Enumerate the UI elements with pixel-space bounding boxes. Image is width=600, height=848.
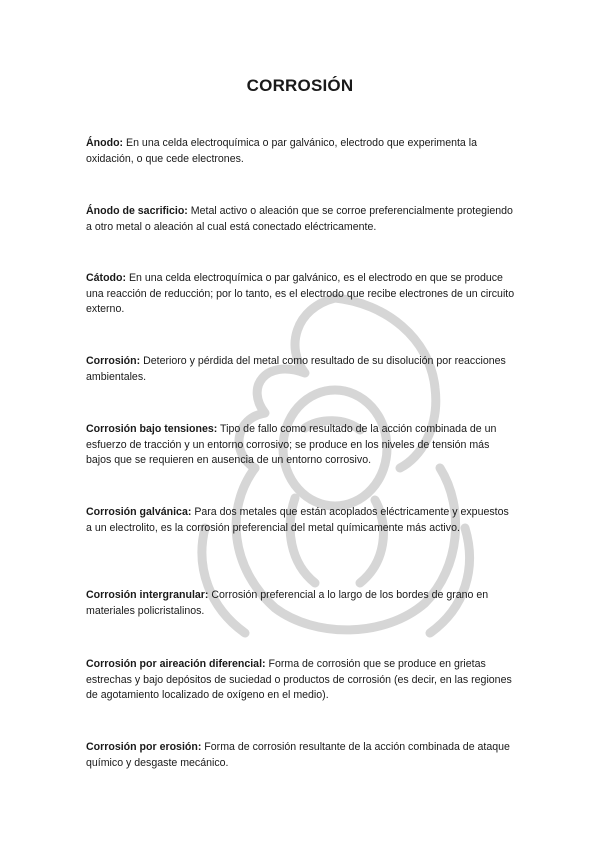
glossary-entry xyxy=(86,136,516,167)
glossary-definition: Corrosión preferencial a lo largo de los bordes de grano en materiales policristalinos. xyxy=(86,589,489,617)
glossary-term: Ánodo: xyxy=(86,137,124,149)
glossary-definition: En una celda electroquímica o par galvánico, electrodo que experimenta la oxidación, o que cede electrones. xyxy=(86,137,478,165)
glossary-definition: Metal activo o aleación que se corroe preferencialmente protegiendo a otro metal o aleación al cual está conectado eléctricamente. xyxy=(86,205,513,233)
glossary-term: Cátodo: xyxy=(86,272,127,284)
glossary-definition: Tipo de fallo como resultado de la acción combinada de un esfuerzo de tracción y un entorno corrosivo; se produce en los niveles de tensión más bajos que se requieren en ausencia de un entorno corrosivo. xyxy=(86,423,497,467)
glossary-term: Corrosión por erosión: xyxy=(86,741,202,753)
glossary-definition: En una celda electroquímica o par galvánico, es el electrodo en que se produce una reacción de reducción; por lo tanto, es el electrodo que recibe electrones de un circuito externo. xyxy=(86,272,515,316)
glossary-entry xyxy=(86,505,516,536)
glossary-entry xyxy=(86,271,516,318)
glossary-definition: Deterioro y pérdida del metal como resultado de su disolución por reacciones ambientales. xyxy=(86,355,506,383)
glossary-term: Ánodo de sacrificio: xyxy=(86,205,188,217)
glossary-definition: Forma de corrosión que se produce en grietas estrechas y bajo depósitos de suciedad o productos de corrosión (es decir, en las regiones de agotamiento localizado de oxígeno en el medio). xyxy=(86,658,512,702)
glossary-entry xyxy=(86,740,516,771)
glossary-term: Corrosión por aireación diferencial: xyxy=(86,658,266,670)
glossary-term: Corrosión galvánica: xyxy=(86,506,192,518)
glossary-entry xyxy=(86,354,516,385)
glossary-definition: Para dos metales que están acoplados eléctricamente y expuestos a un electrolito, es la corrosión preferencial del metal químicamente más activo. xyxy=(86,506,509,534)
page-title: CORROSIÓN xyxy=(246,76,354,95)
glossary-entry xyxy=(86,657,516,704)
glossary-entry xyxy=(86,204,516,235)
glossary-term: Corrosión intergranular: xyxy=(86,589,209,601)
glossary-term: Corrosión: xyxy=(86,355,141,367)
glossary-entry xyxy=(86,422,516,469)
glossary-entry xyxy=(86,588,516,619)
glossary-definition: Forma de corrosión resultante de la acción combinada de ataque químico y desgaste mecánico. xyxy=(86,741,510,769)
glossary-term: Corrosión bajo tensiones: xyxy=(86,423,218,435)
